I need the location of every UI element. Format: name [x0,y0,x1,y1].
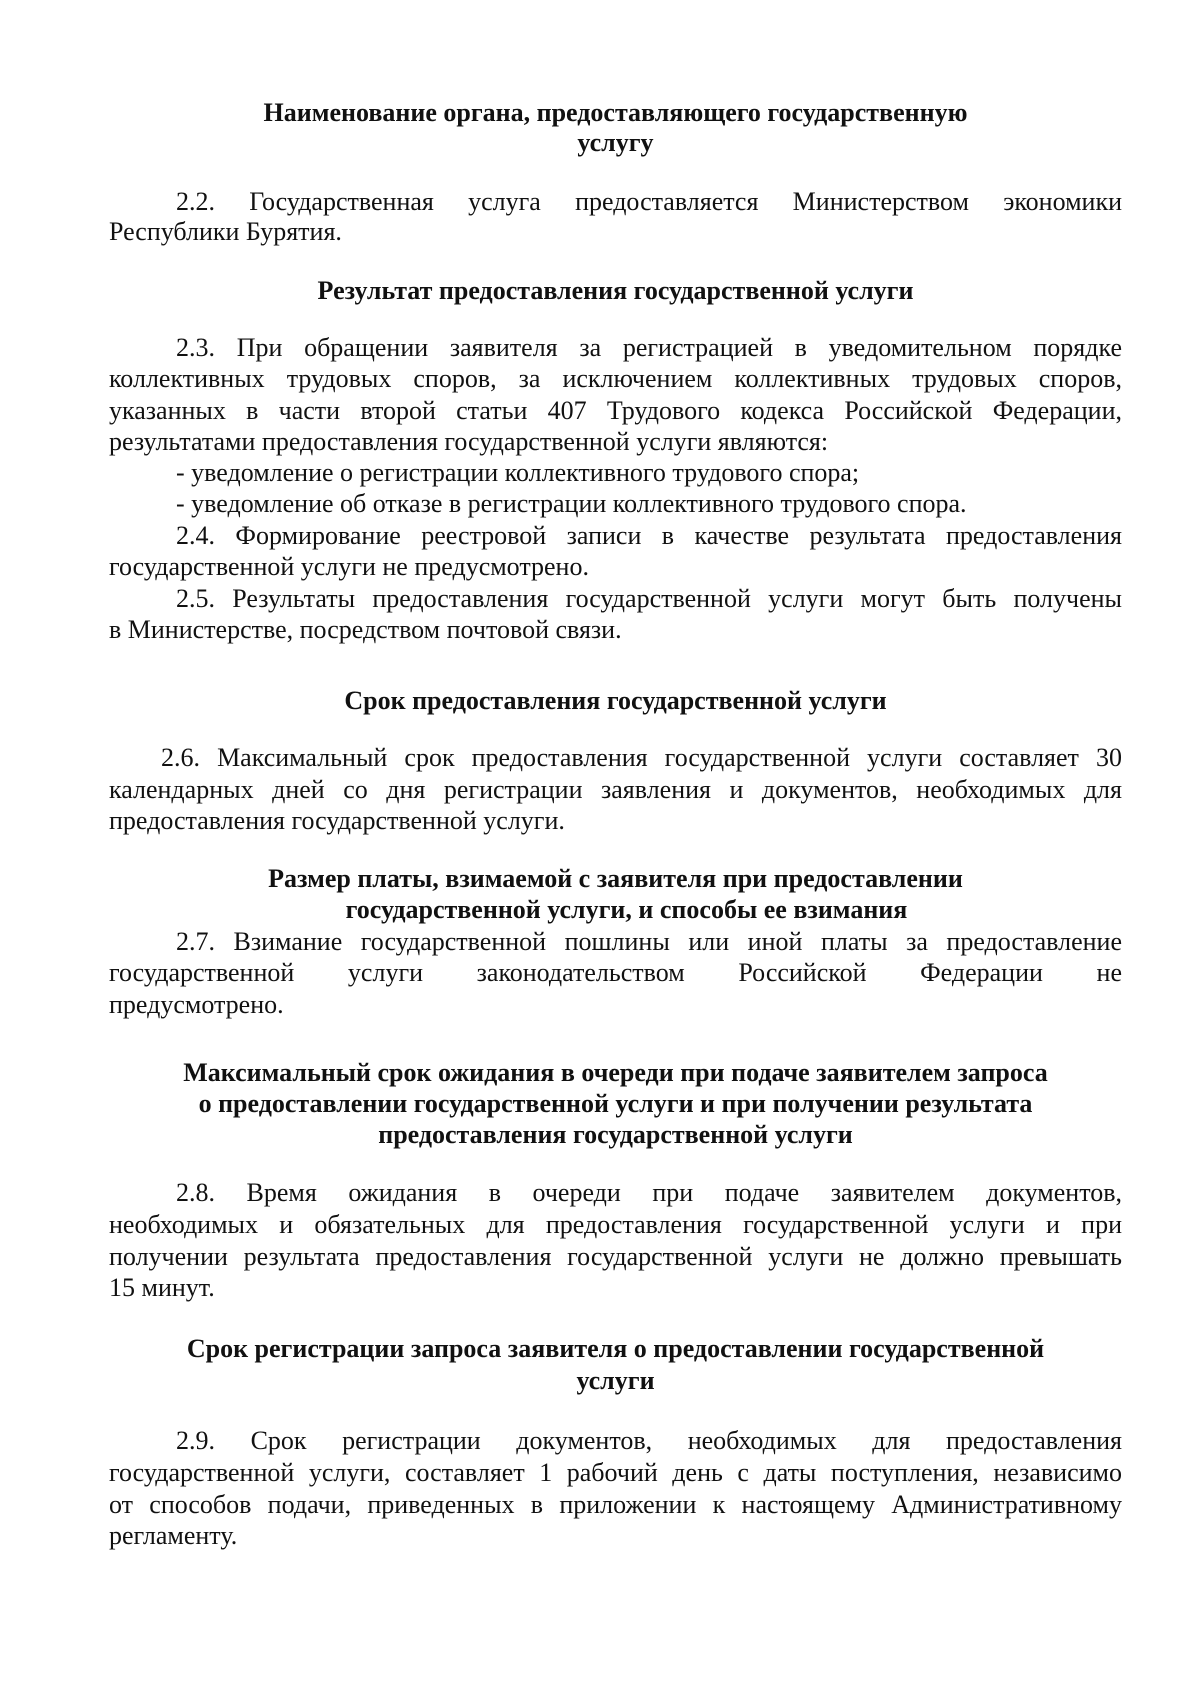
paragraph-line: 2.7. Взимание государственной пошлины или иной платы за предоставление [176,927,1122,956]
list-item: - уведомление об отказе в регистрации коллективного трудового спора. [176,489,967,518]
paragraph-line: 2.6. Максимальный срок предоставления государственной услуги составляет 30 [161,743,1122,772]
paragraph-line: государственной услуги не предусмотрено. [109,552,589,581]
paragraph-line: предоставления государственной услуги. [109,806,565,835]
list-item: - уведомление о регистрации коллективного трудового спора; [176,458,860,487]
paragraph-line: регламенту. [109,1521,238,1550]
paragraph-line: государственной услуги законодательством Российской Федерации не [109,958,1122,987]
paragraph-line: 2.9. Срок регистрации документов, необходимых для предоставления [176,1426,1122,1455]
section-heading-line: услуги [576,1366,655,1395]
section-heading-line: услугу [577,128,654,157]
section-heading-line: Срок регистрации запроса заявителя о предоставлении государственной [186,1334,1045,1363]
section-heading-line: о предоставлении государственной услуги и при получении результата [198,1089,1033,1118]
paragraph-line: Республики Бурятия. [109,217,342,246]
section-heading-line: Максимальный срок ожидания в очереди при подаче заявителем запроса [183,1058,1048,1087]
section-heading-line: Срок предоставления государственной услуги [344,686,887,715]
paragraph-line: 2.8. Время ожидания в очереди при подаче заявителем документов, [176,1178,1122,1207]
section-heading-line: Размер платы, взимаемой с заявителя при предоставлении [268,864,963,893]
paragraph-line: 2.3. При обращении заявителя за регистрацией в уведомительном порядке [176,333,1122,362]
paragraph-line: указанных в части второй статьи 407 Трудового кодекса Российской Федерации, [109,396,1122,425]
paragraph-line: в Министерстве, посредством почтовой связи. [109,615,622,644]
paragraph-line: 2.5. Результаты предоставления государственной услуги могут быть получены [176,584,1122,613]
paragraph-line: коллективных трудовых споров, за исключением коллективных трудовых споров, [109,364,1122,393]
paragraph-line: 15 минут. [109,1273,215,1302]
paragraph-line: от способов подачи, приведенных в приложении к настоящему Административному [109,1490,1122,1519]
paragraph-line: предусмотрено. [109,990,284,1019]
paragraph-line: календарных дней со дня регистрации заявления и документов, необходимых для [109,775,1122,804]
paragraph-line: получении результата предоставления государственной услуги не должно превышать [109,1242,1122,1271]
section-heading-line: предоставления государственной услуги [378,1120,853,1149]
section-heading-line: государственной услуги, и способы ее взимания [345,895,908,924]
paragraph-line: 2.4. Формирование реестровой записи в качестве результата предоставления [176,521,1122,550]
paragraph-line: государственной услуги, составляет 1 рабочий день с даты поступления, независимо [109,1458,1122,1487]
paragraph-line: необходимых и обязательных для предоставления государственной услуги и при [109,1210,1122,1239]
section-heading-line: Результат предоставления государственной услуги [317,276,914,305]
paragraph-line: 2.2. Государственная услуга предоставляется Министерством экономики [176,187,1122,216]
paragraph-line: результатами предоставления государственной услуги являются: [109,427,829,456]
section-heading-line: Наименование органа, предоставляющего государственную [263,98,968,127]
